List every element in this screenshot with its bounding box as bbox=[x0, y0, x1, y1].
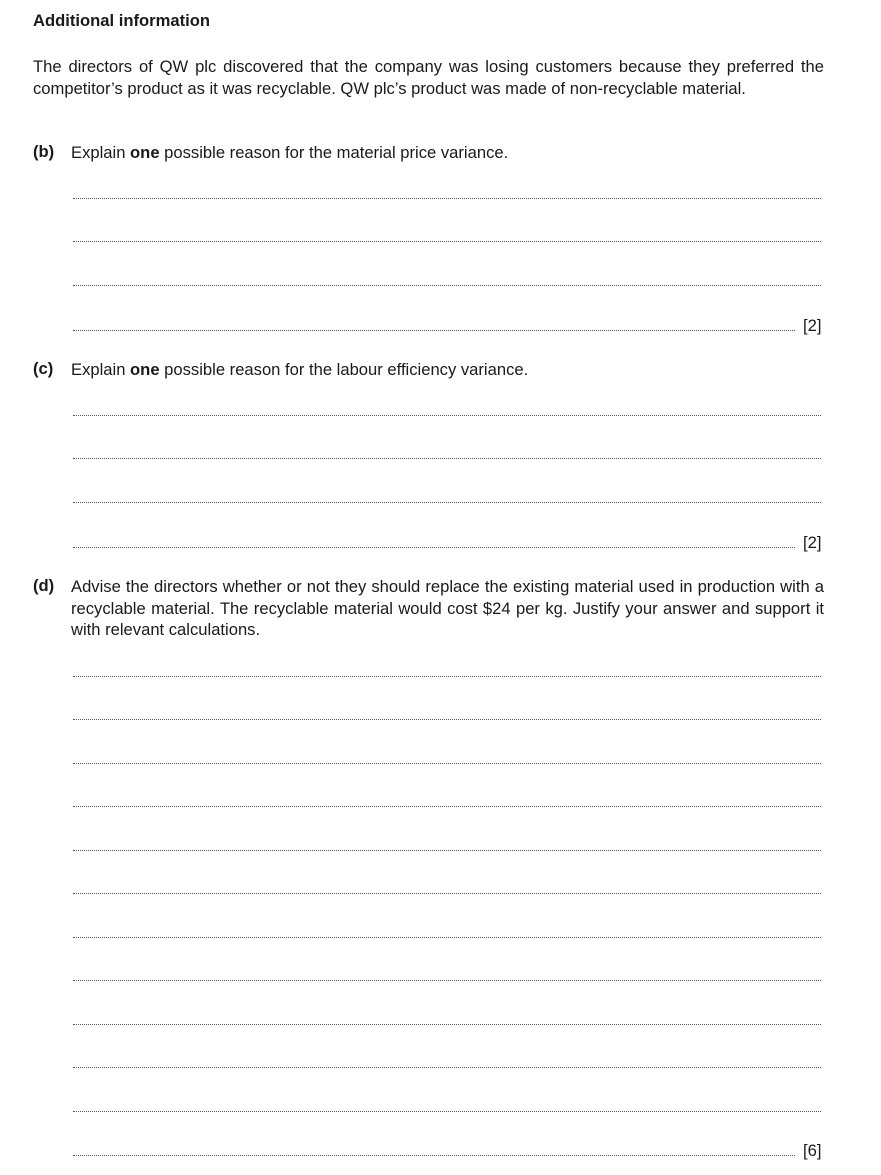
question-c-label: (c) bbox=[33, 359, 54, 378]
answer-line-b-2[interactable] bbox=[73, 241, 821, 242]
answer-line-d-10[interactable] bbox=[73, 1067, 821, 1068]
answer-line-c-1[interactable] bbox=[73, 415, 821, 416]
question-c-text: Explain one possible reason for the labour efficiency variance. bbox=[71, 360, 529, 379]
question-b-text: Explain one possible reason for the material price variance. bbox=[71, 143, 509, 162]
answer-line-d-4[interactable] bbox=[73, 806, 821, 807]
answer-line-b-4[interactable] bbox=[73, 330, 795, 331]
answer-line-d-3[interactable] bbox=[73, 763, 821, 764]
question-d-marks: [6] bbox=[803, 1141, 822, 1160]
question-d-label: (d) bbox=[33, 576, 55, 595]
question-c-marks: [2] bbox=[803, 533, 822, 552]
answer-line-d-5[interactable] bbox=[73, 850, 821, 851]
answer-line-d-9[interactable] bbox=[73, 1024, 821, 1025]
answer-line-d-11[interactable] bbox=[73, 1111, 821, 1112]
answer-line-c-2[interactable] bbox=[73, 458, 821, 459]
answer-line-b-3[interactable] bbox=[73, 285, 821, 286]
answer-line-d-1[interactable] bbox=[73, 676, 821, 677]
answer-line-d-8[interactable] bbox=[73, 980, 821, 981]
question-b-label: (b) bbox=[33, 142, 55, 161]
question-d-text: Advise the directors whether or not they should replace the existing material used in production with a recyclable material. The recyclable material would cost $24 per kg. Justify your answer and support it with relevant calculations. bbox=[71, 577, 824, 639]
answer-line-d-6[interactable] bbox=[73, 893, 821, 894]
section-heading: Additional information bbox=[33, 11, 210, 30]
answer-line-b-1[interactable] bbox=[73, 198, 821, 199]
answer-line-c-4[interactable] bbox=[73, 547, 795, 548]
answer-line-c-3[interactable] bbox=[73, 502, 821, 503]
answer-line-d-2[interactable] bbox=[73, 719, 821, 720]
answer-line-d-7[interactable] bbox=[73, 937, 821, 938]
question-b-marks: [2] bbox=[803, 316, 822, 335]
additional-information-text: The directors of QW plc discovered that the company was losing customers because they preferred the competitor’s product as it was recyclable. QW plc’s product was made of non-recyclable material. bbox=[33, 57, 824, 98]
answer-line-d-12[interactable] bbox=[73, 1155, 795, 1156]
